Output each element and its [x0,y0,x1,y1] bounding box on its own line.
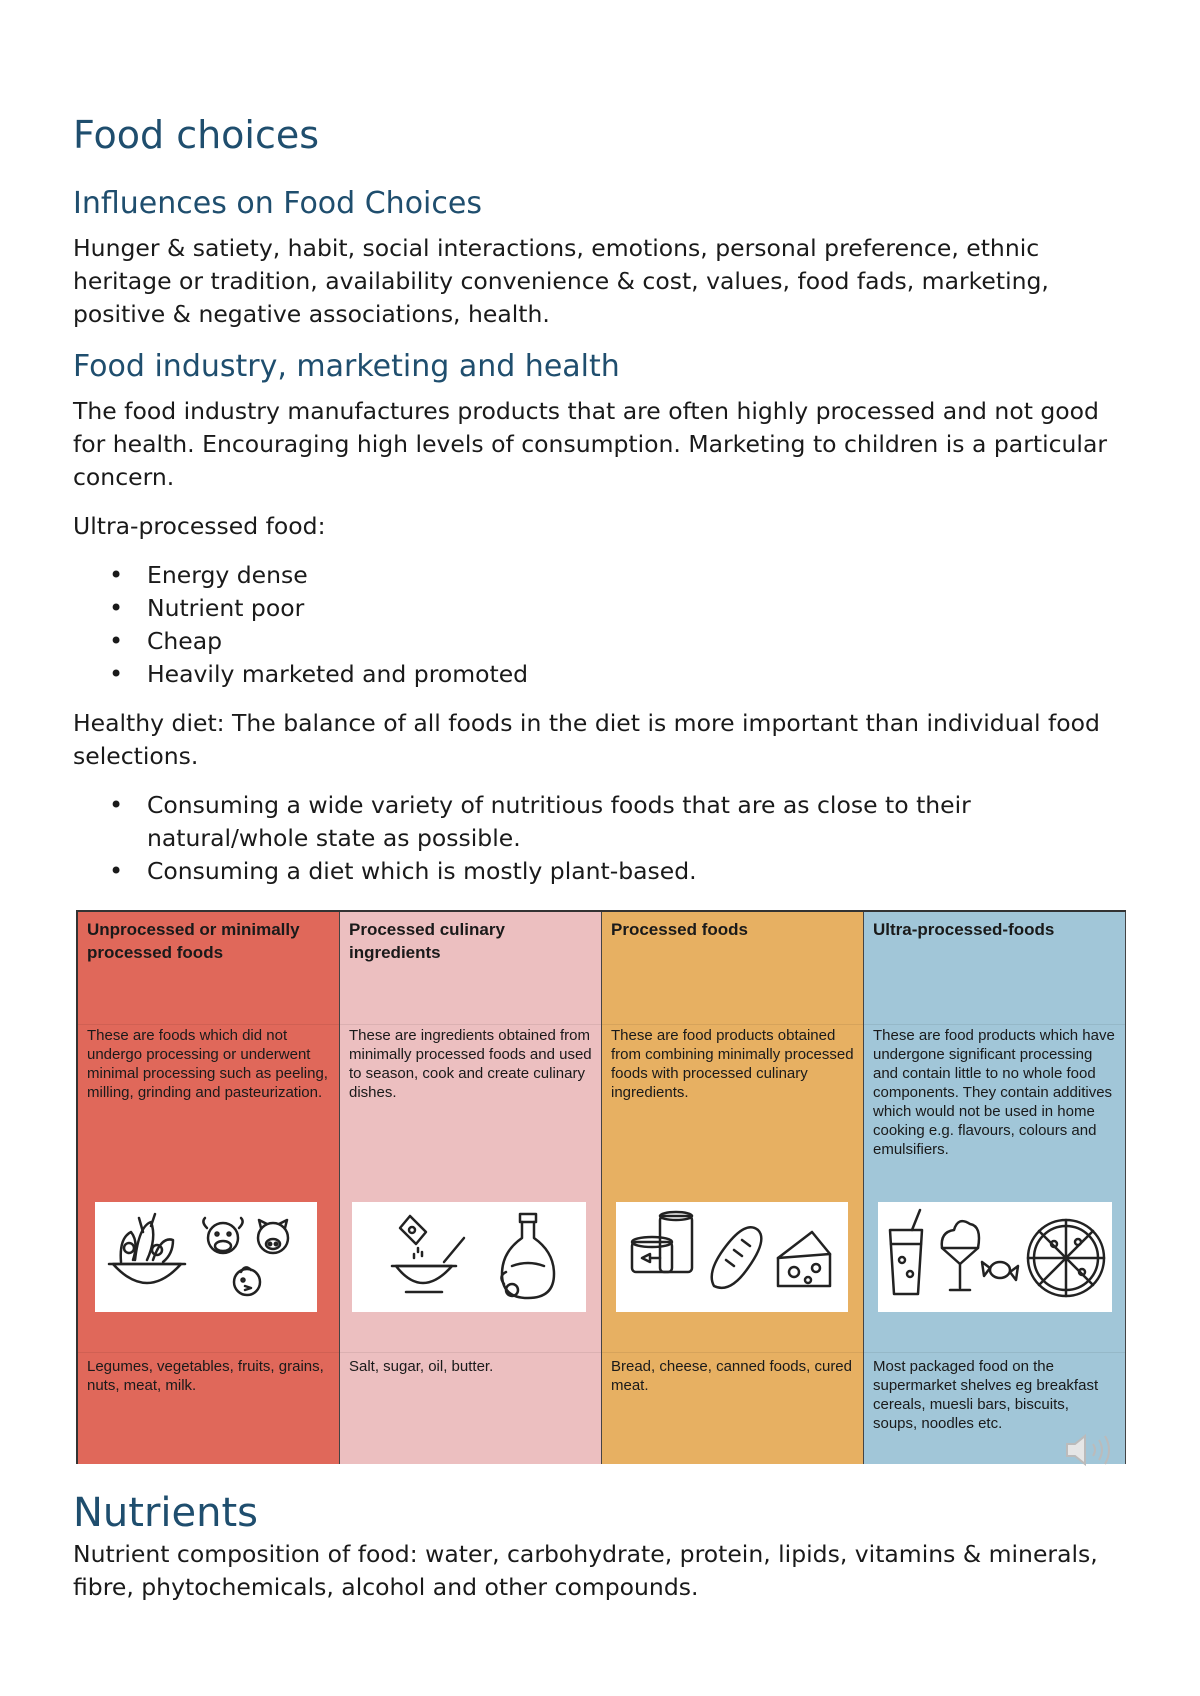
column-description: These are foods which did not undergo processing or underwent minimal processing such as peeling, milling, grinding and pasteurization. [87,1027,328,1101]
nutrients-heading: Nutrients [73,1490,258,1536]
column-title: Unprocessed or minimally processed foods [87,920,300,962]
nova-column-ultra-processed [864,912,1126,1464]
industry-text: The food industry manufactures products that are often highly processed and not good for health. Encouraging high levels of consumption. Marketing to children is a particular concern. [73,397,1107,491]
influences-heading: Influences on Food Choices [73,186,482,221]
salad-bowl-icon [109,1214,185,1283]
upf-list [73,559,1133,691]
list-item: • Heavily marketed and promoted [147,658,1133,691]
influences-text: Hunger & satiety, habit, social interactions, emotions, personal preference, ethnic heritage or tradition, availability convenience & cost, values, food fads, marketing, positive & negative associations, health. [73,234,1049,328]
salt-shaker-icon [400,1216,426,1258]
column-title: Processed culinary ingredients [349,920,505,962]
column-description: These are ingredients obtained from minimally processed foods and used to season, cook and create culinary dishes. [349,1027,592,1101]
list-item: • Consuming a diet which is mostly plant-based. [147,855,1133,888]
healthy-text: Healthy diet: The balance of all foods in the diet is more important than individual food selections. [73,709,1100,770]
candy-icon [982,1262,1018,1280]
column-examples: Salt, sugar, oil, butter. [349,1358,494,1375]
nutrients-text: Nutrient composition of food: water, carbohydrate, protein, lipids, vitamins & minerals, fibre, phytochemicals, alcohol and other compounds. [73,1540,1098,1601]
pizza-icon [1028,1220,1104,1296]
column-description: These are food products which have undergone significant processing and contain little to no whole food components. They contain additives which would not be used in home cooking e.g. flavours, colours and emulsifiers. [873,1027,1115,1158]
cow-icon [203,1218,242,1253]
list-item: • Cheap [147,625,1133,658]
speaker-icon[interactable] [1053,1430,1123,1470]
column-title: Processed foods [611,920,748,939]
culinary-ingredients-illustration [352,1202,586,1312]
chicken-icon [234,1267,260,1295]
ultra-processed-foods-illustration [878,1202,1112,1312]
unprocessed-foods-illustration [95,1202,317,1312]
cheese-icon [778,1232,830,1286]
nova-classification-figure [76,910,1126,1464]
upf-label: Ultra-processed food: [73,512,326,540]
oil-bottle-icon [501,1214,554,1298]
pig-icon [258,1220,288,1253]
list-item: • Consuming a wide variety of nutritious foods that are as close to their natural/whole state as possible. [147,789,1133,855]
soft-drink-icon [890,1210,922,1294]
nova-column-culinary-ingredients [340,912,602,1464]
document-page [73,100,1133,1620]
healthy-list [73,789,1133,888]
bowl-icon [392,1238,464,1292]
column-examples: Most packaged food on the supermarket shelves eg breakfast cereals, muesli bars, biscuits, soups, noodles etc. [873,1358,1099,1432]
nova-column-unprocessed [78,912,340,1464]
column-description: These are food products obtained from combining minimally processed foods with processed culinary ingredients. [611,1027,854,1101]
column-title: Ultra-processed-foods [873,920,1055,939]
canned-food-icon [632,1212,692,1272]
column-examples: Bread, cheese, canned foods, cured meat. [611,1358,852,1394]
column-examples: Legumes, vegetables, fruits, grains, nuts, meat, milk. [87,1358,324,1394]
industry-heading: Food industry, marketing and health [73,349,620,384]
bread-icon [712,1227,762,1288]
page-title: Food choices [73,113,320,157]
list-item: • Energy dense [147,559,1133,592]
list-item: • Nutrient poor [147,592,1133,625]
ice-cream-icon [942,1221,979,1290]
processed-foods-illustration [616,1202,848,1312]
nova-column-processed-foods [602,912,864,1464]
